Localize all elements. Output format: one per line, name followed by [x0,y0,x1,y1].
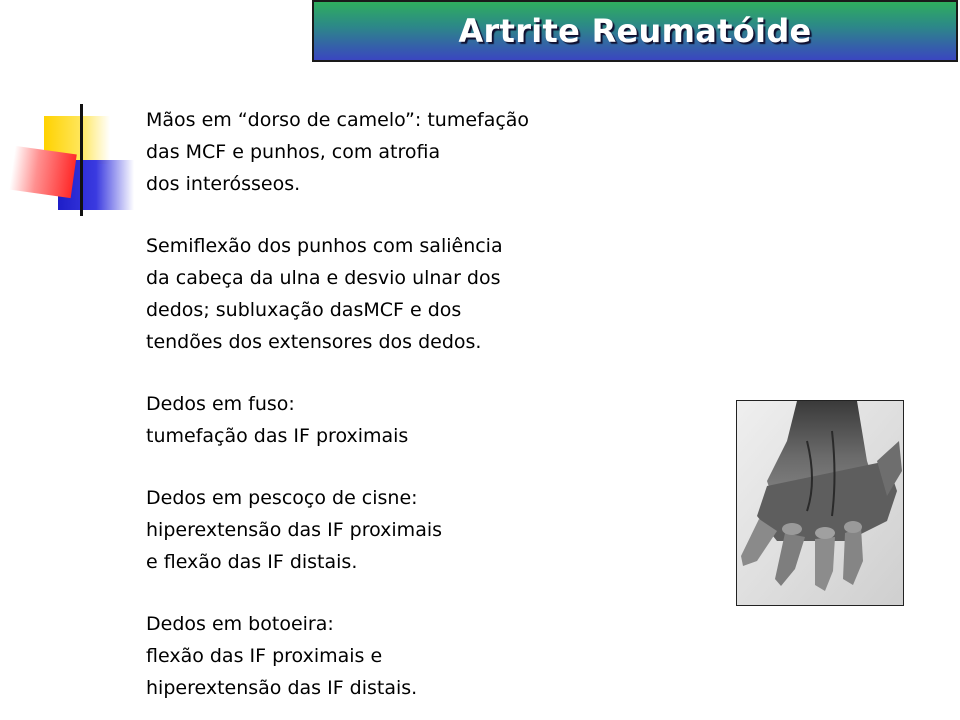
body-text [146,104,706,704]
text-line: da cabeça da ulna e desvio ulnar dos [146,267,501,289]
paragraph-botoeira [146,608,706,704]
text-line: hiperextensão das IF proximais [146,519,443,541]
text-line: Mãos em “dorso de camelo”: tumefação [146,109,530,131]
decorative-vertical-line [80,104,83,216]
paragraph-dorso-de-camelo [146,104,706,200]
paragraph-dedos-em-fuso [146,388,706,452]
text-line: flexão das IF proximais e [146,645,383,667]
text-line: Dedos em pescoço de cisne: [146,487,418,509]
text-line: dos interósseos. [146,173,301,195]
text-line: e flexão das IF distais. [146,551,358,573]
text-line: das MCF e punhos, com atrofia [146,141,441,163]
text-line: dedos; subluxação dasMCF e dos [146,299,462,321]
title-banner [312,0,958,62]
text-line: Semiflexão dos punhos com saliência [146,235,503,257]
text-line: Dedos em fuso: [146,393,295,415]
paragraph-semiflexao [146,230,706,358]
text-line: tendões dos extensores dos dedos. [146,331,482,353]
text-line: Dedos em botoeira: [146,613,334,635]
text-line: tumefação das IF proximais [146,425,409,447]
paragraph-pescoco-de-cisne [146,482,706,578]
hand-photo-icon [737,401,903,605]
slide-title: Artrite Reumatóide [458,12,812,50]
hand-photo [736,400,904,606]
text-line: hiperextensão das IF distais. [146,677,418,699]
decorative-red-square [9,146,77,198]
